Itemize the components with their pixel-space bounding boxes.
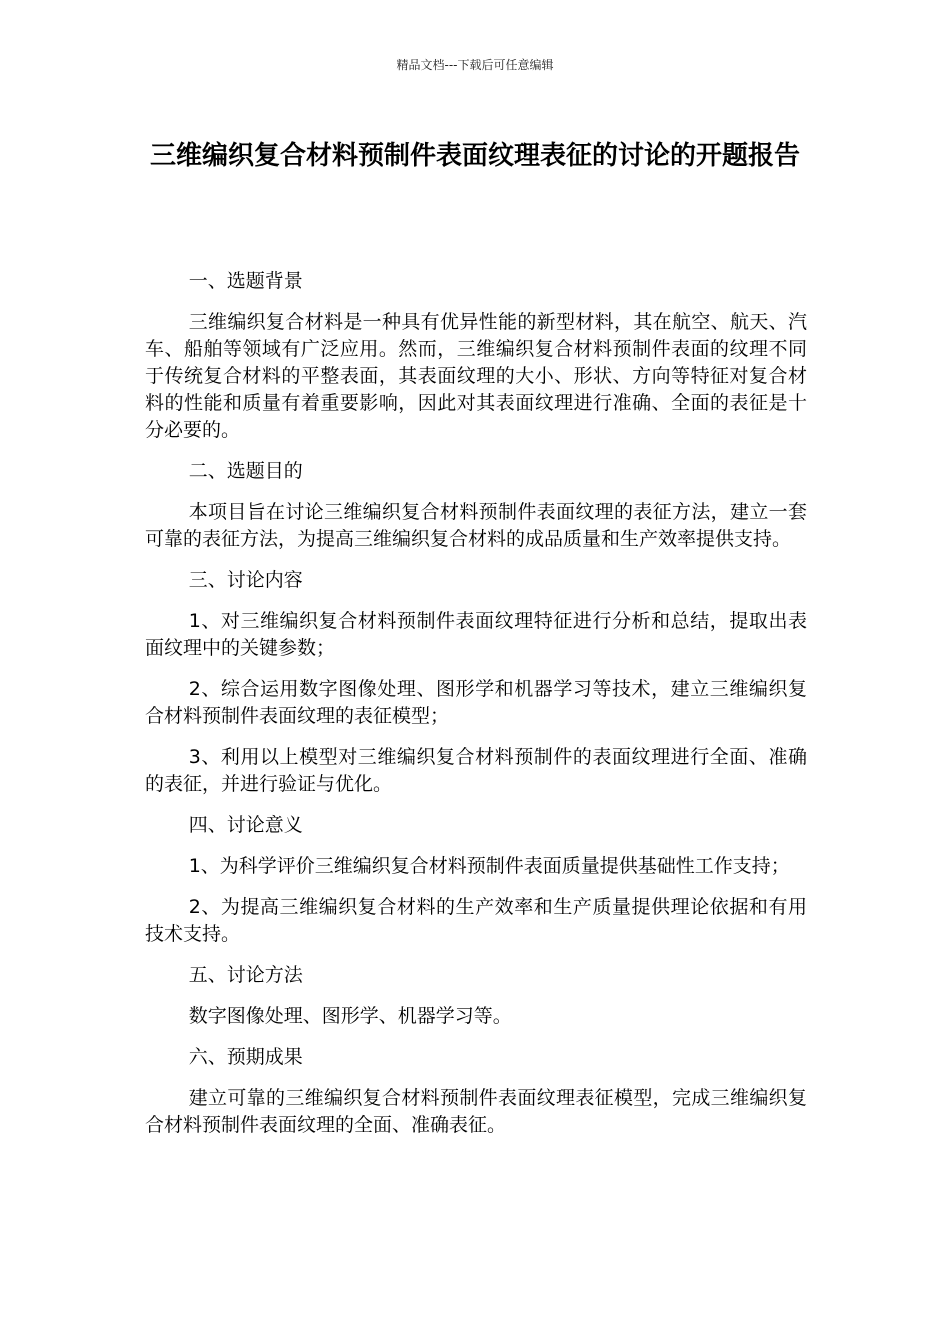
paragraph: 三维编织复合材料是一种具有优异性能的新型材料，其在航空、航天、汽车、船舶等领域有广泛应用。然而，三维编织复合材料预制件表面的纹理不同于传统复合材料的平整表面，其表面纹理的大小、形状、方向等特征对复合材料的性能和质量有着重要影响，因此对其表面纹理进行准确、全面的表征是十分必要的。 [145, 311, 807, 441]
paragraph: 1、为科学评价三维编织复合材料预制件表面质量提供基础性工作支持； [188, 855, 790, 877]
paragraph: 建立可靠的三维编织复合材料预制件表面纹理表征模型，完成三维编织复合材料预制件表面纹理的全面、准确表征。 [145, 1087, 807, 1136]
paragraph: 数字图像处理、图形学、机器学习等。 [188, 1005, 512, 1027]
section-heading-expected-results: 六、预期成果 [188, 1046, 303, 1068]
document-title: 三维编织复合材料预制件表面纹理表征的讨论的开题报告 [149, 141, 800, 171]
section-heading-significance: 四、讨论意义 [188, 814, 303, 836]
paragraph: 本项目旨在讨论三维编织复合材料预制件表面纹理的表征方法，建立一套可靠的表征方法，为提高三维编织复合材料的成品质量和生产效率提供支持。 [145, 501, 807, 550]
paragraph: 2、综合运用数字图像处理、图形学和机器学习等技术，建立三维编织复合材料预制件表面纹理的表征模型； [145, 678, 807, 727]
section-heading-method: 五、讨论方法 [188, 964, 303, 986]
paragraph: 1、对三维编织复合材料预制件表面纹理特征进行分析和总结，提取出表面纹理中的关键参数； [145, 610, 807, 659]
section-heading-content: 三、讨论内容 [188, 569, 303, 591]
paragraph: 2、为提高三维编织复合材料的生产效率和生产质量提供理论依据和有用技术支持。 [145, 896, 807, 945]
header-note: 精品文档---下载后可任意编辑 [396, 58, 554, 72]
paragraph: 3、利用以上模型对三维编织复合材料预制件的表面纹理进行全面、准确的表征，并进行验证与优化。 [145, 746, 807, 795]
section-heading-purpose: 二、选题目的 [188, 460, 303, 482]
document-body [145, 268, 807, 1153]
section-heading-background: 一、选题背景 [188, 270, 303, 292]
